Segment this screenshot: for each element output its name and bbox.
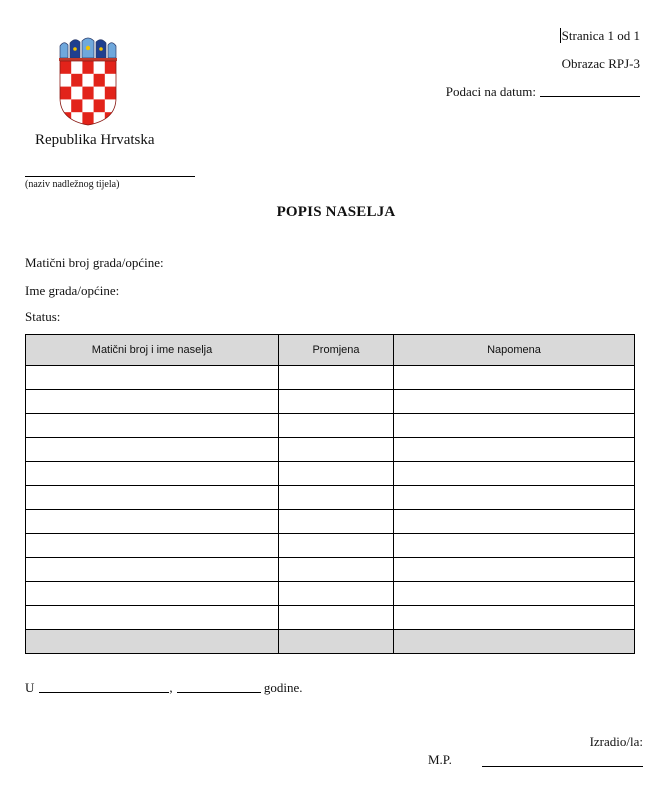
table-row — [26, 366, 635, 390]
page-number — [560, 28, 640, 44]
signature-blank[interactable] — [482, 766, 643, 767]
made-by-label: Izradio/la: — [589, 734, 643, 749]
table-cell[interactable] — [394, 606, 635, 630]
page-number-text: Stranica 1 od 1 — [561, 28, 640, 43]
table-cell[interactable] — [26, 558, 279, 582]
table-cell[interactable] — [279, 390, 394, 414]
status-field: Status: — [25, 309, 61, 324]
table-row — [26, 438, 635, 462]
registry-number-field: Matični broj grada/općine: — [25, 255, 164, 270]
table-cell[interactable] — [279, 462, 394, 486]
stamp-label: M.P. — [428, 752, 452, 767]
table-cell[interactable] — [279, 510, 394, 534]
table-cell[interactable] — [394, 630, 635, 654]
table-row — [26, 606, 635, 630]
table-cell[interactable] — [394, 510, 635, 534]
table-cell[interactable] — [394, 534, 635, 558]
table-cell[interactable] — [279, 366, 394, 390]
table-cell[interactable] — [394, 414, 635, 438]
table-cell[interactable] — [394, 462, 635, 486]
table-cell[interactable] — [26, 630, 279, 654]
table-row — [26, 534, 635, 558]
table-cell[interactable] — [26, 414, 279, 438]
document-title: POPIS NASELJA — [276, 204, 396, 220]
table-cell[interactable] — [26, 510, 279, 534]
form-code: Obrazac RPJ-3 — [561, 56, 640, 71]
table-cell[interactable] — [26, 438, 279, 462]
table-cell[interactable] — [394, 558, 635, 582]
table-cell[interactable] — [26, 462, 279, 486]
city-name-field: Ime grada/općine: — [25, 283, 120, 298]
data-date-label: Podaci na datum: — [445, 84, 536, 99]
table-row — [26, 390, 635, 414]
table-cell[interactable] — [394, 390, 635, 414]
authority-name-blank[interactable] — [25, 176, 195, 177]
column-header: Napomena — [394, 335, 635, 366]
table-row — [26, 558, 635, 582]
text-cursor — [560, 28, 561, 43]
table-cell[interactable] — [394, 582, 635, 606]
table-row — [26, 414, 635, 438]
data-date-row — [446, 84, 640, 100]
place-blank[interactable] — [39, 680, 169, 693]
table-cell[interactable] — [394, 486, 635, 510]
table-cell[interactable] — [279, 558, 394, 582]
table-cell[interactable] — [26, 606, 279, 630]
table-cell[interactable] — [279, 414, 394, 438]
table-row — [26, 510, 635, 534]
table-cell[interactable] — [279, 534, 394, 558]
data-date-blank[interactable] — [540, 84, 640, 97]
table-cell[interactable] — [26, 582, 279, 606]
table-cell[interactable] — [279, 486, 394, 510]
issuer-country: Republika Hrvatska — [35, 132, 155, 148]
table-cell[interactable] — [26, 534, 279, 558]
table-cell[interactable] — [279, 606, 394, 630]
table-cell[interactable] — [394, 438, 635, 462]
table-header-row — [26, 335, 635, 366]
table-cell[interactable] — [394, 366, 635, 390]
column-header: Matični broj i ime naselja — [26, 335, 279, 366]
settlements-table — [25, 334, 635, 654]
table-cell[interactable] — [26, 390, 279, 414]
authority-caption: (naziv nadležnog tijela) — [25, 179, 120, 190]
table-cell[interactable] — [279, 582, 394, 606]
date-blank[interactable] — [177, 680, 261, 693]
table-row — [26, 582, 635, 606]
croatian-coat-of-arms-icon — [55, 36, 121, 126]
table-cell[interactable] — [279, 630, 394, 654]
table-row — [26, 486, 635, 510]
place-suffix: godine. — [263, 680, 303, 695]
table-footer-row — [26, 630, 635, 654]
table-cell[interactable] — [26, 366, 279, 390]
table-cell[interactable] — [26, 486, 279, 510]
place-date-row: U , godine. — [25, 680, 303, 695]
place-prefix: U — [25, 680, 35, 695]
column-header: Promjena — [279, 335, 394, 366]
table-cell[interactable] — [279, 438, 394, 462]
table-row — [26, 462, 635, 486]
